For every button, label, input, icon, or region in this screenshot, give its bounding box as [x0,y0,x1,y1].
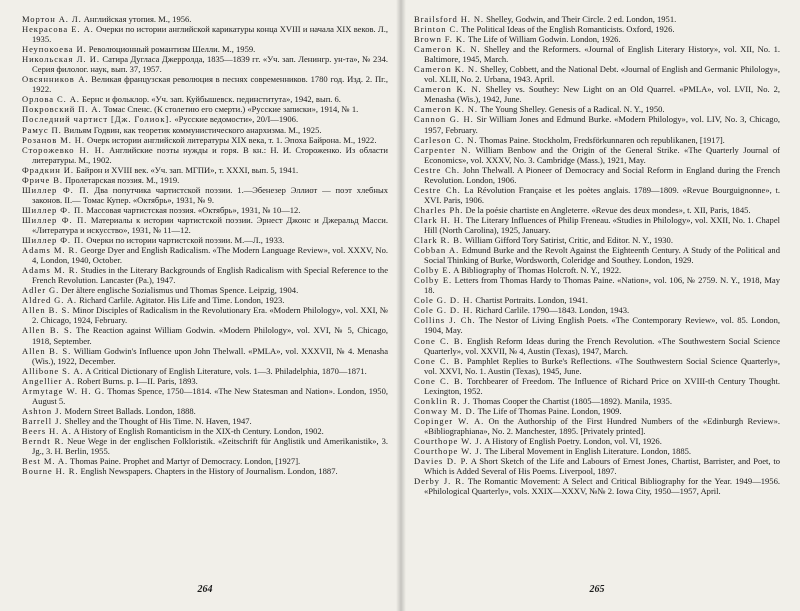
bibliography-entry [22,456,388,466]
bibliography-entry [414,145,780,165]
bibliography-entry [414,406,780,416]
left-page [22,14,388,599]
bibliography-entry [414,476,780,496]
entry-text: A Critical Dictionary of English Literature, vols. 1—3. Philadelphia, 1870—1871. [83,365,367,376]
bibliography-entry [22,54,388,74]
entry-text: Сатира Дугласа Джерролда, 1835—1839 гг. «Уч. зап. Ленингр. ун-та», № 234. Серия филолог. наук, вып. 37, 1957. [32,54,388,75]
entry-text: Der ältere englische Sozialismus und Thomas Spence. Leipzig, 1904. [59,285,299,296]
entry-text: English Reform Ideas during the French Revolution. «The Southwestern Social Science Quarterly», vol. XXVII, № 4, Austin (Texas), 1947, March. [424,335,780,356]
entry-author: Сторожевко Н. Н. [22,144,105,155]
bibliography-entry [22,104,388,114]
entry-text: Shelley vs. Southey: New Light on an Old Quarrel. «PMLA», vol. LVII, No. 2, Menasha (Wis.), 1942, June. [424,84,780,105]
entry-author: Bourne H. R. [22,466,79,477]
entry-text: Великая французская революция в песнях современников. 1780 год. Изд. 2. Пг., 1922. [32,74,388,95]
entry-author: Cestre Ch. [414,164,460,175]
bibliography-entry [22,135,388,145]
entry-text: Очерки по истории английской карикатуры конца XVIII и начала XIX веков. Л., 1935. [32,24,388,45]
bibliography-entry [22,114,388,124]
bibliography-entry [22,235,388,245]
bibliography-entry [414,356,780,376]
entry-text: Shelley and the Thought of His Time. N. Haven, 1947. [62,415,252,426]
entry-text: Neue Wege in der englischen Folkloristik. «Zeitschrift für Anglistik und Amerikanistik», 3. Jg., 3. H. Berlin, 1955. [32,435,388,457]
entry-author: Barrell J. [22,415,63,426]
entry-author: Derby J. R. [414,476,465,487]
bibliography-entry [22,436,388,456]
entry-text: The Reaction against William Godwin. «Modern Philology», vol. XVI, № 5, Chicago, 1918, September. [32,325,388,346]
entry-author: Мортон А. Л. [22,14,82,24]
entry-author: Cole G. D. H. [414,305,474,316]
entry-text: George Dyer and English Radicalism. «The Modern Language Review», vol. XXXV, No. 4, London, 1940, October. [32,245,388,266]
entry-author: Орлова С. А. [22,94,80,105]
bibliography-entry [22,14,388,24]
entry-text: Томас Спенс. (К столетию его смерти.) «Русские записки», 1914, № 1. [101,104,359,115]
entry-author: Шиллер Ф. П. [22,204,85,215]
bibliography-entry [414,165,780,185]
bibliography-entry [22,466,388,476]
entry-text: William Godwin's Influence upon John Thelwall. «PMLA», vol. XXXVII, № 4. Menasha (Wis.), 1922, December. [32,345,388,366]
bibliography-entry [22,74,388,94]
bibliography-entry [414,315,780,335]
entry-author: Conklin R. J. [414,395,471,406]
entry-author: Copinger W. A. [414,415,485,426]
bibliography-entry [22,325,388,345]
bibliography-entry [414,24,780,34]
entry-text: Революционный романтизм Шелли. М., 1959. [86,44,256,55]
bibliography-entry [414,64,780,84]
bibliography-entry [414,104,780,114]
entry-text: Studies in the Literary Backgrounds of English Radicalism with Special Reference to the French Revolution. Lancaster (Pa.), 1947. [32,265,388,286]
entry-text: The Literary Influences of Philip Freneau. «Studies in Philology», vol. XXII, No. 1. Chapel Hill (North Carolina), 1925, January. [424,214,780,235]
entry-text: The Life of Thomas Paine. London, 1909. [475,405,622,416]
entry-text: Thomas Paine. Stockholm, Fredsförkunnaren och republikanen, [1917]. [477,134,725,145]
entry-author: Courthope W. J. [414,435,483,446]
entry-text: A History of English Poetry. London, vol. VI, 1926. [482,435,662,446]
entry-author: Cameron K. N. [414,104,478,115]
bibliography-entry [414,44,780,64]
bibliography-entry [414,34,780,44]
entry-author: Allen B. S. [22,345,72,356]
bibliography-entry [22,145,388,165]
entry-author: Davies D. P. [414,456,469,467]
entry-text: Thomas Spence, 1750—1814. «The New Statesman and Nation». London, 1950, August 5. [32,385,388,406]
entry-text: Sir William Jones and Edmund Burke. «Modern Philology», vol. LIV, No. 3, Chicago, 1957, February. [424,114,780,135]
bibliography-entry [414,295,780,305]
bibliography-entry [414,84,780,104]
entry-text: William Benbow and the Origin of the General Strike. «The Quarterly Journal of Economics», vol. XXXV, No. 3. Cambridge (Mass.), 1921, May. [424,144,780,165]
entry-author: Cestre Ch. [414,184,461,195]
bibliography-entry [414,416,780,436]
entry-text: Richard Carlile. Agitator. His Life and Time. London, 1923. [76,295,285,306]
entry-author: Angellier A. [22,375,76,386]
entry-text: A History of English Romanticism in the XIX-th Century. London, 1902. [71,425,324,436]
bibliography-entry [22,305,388,325]
bibliography-entry [414,275,780,295]
entry-text: Два попутчика чартистской поэзии. 1.—Эбенезер Эллиот — поэт хлебных законов. II.— Томас Купер. «Октябрь», 1931, № 9. [32,184,388,205]
bibliography-entry [22,24,388,44]
bibliography-entry [22,295,388,305]
entry-author: Некрасова Е. А. [22,24,94,35]
entry-author: Розанов М. Н. [22,134,85,145]
entry-author: Cameron K. N. [414,84,482,95]
entry-author: Cobban A. [414,245,460,256]
bibliography-entry [22,205,388,215]
bibliography-entry [22,386,388,406]
entry-author: Carpenter N. [414,144,472,155]
entry-author: Cameron K. N. [414,64,479,75]
entry-author: Clark H. H. [414,214,464,225]
entry-author: Beers H. A. [22,425,72,436]
entry-author: Cannon G. H. [414,114,474,125]
entry-author: Cone C. B. [414,355,464,366]
bibliography-entry [22,44,388,54]
bibliography-entry [414,446,780,456]
entry-text: The Young Shelley. Genesis of a Radical. N. Y., 1950. [477,104,665,115]
entry-text: Thomas Paine. Prophet and Martyr of Democracy. London, [1927]. [68,456,301,467]
bibliography-list-left [22,14,388,476]
entry-author: Никольская Л. И. [22,54,100,65]
right-page [414,14,780,599]
entry-text: Английские поэты нужды и горя. В кн.: Н. И. Стороженко. Из области литературы. М., 1902. [32,144,388,165]
bibliography-entry [414,114,780,134]
entry-text: A Short Sketch of the Life and Labours of Ernest Jones, Chartist, Barrister, and Poet, to Which is Added Several of His Poems. Liverpool, 1897. [424,456,780,477]
entry-text: De la poésie chartiste en Angleterre. «Revue des deux mondes», t. XII, Paris, 1845. [463,204,751,215]
bibliography-entry [414,245,780,265]
bibliography-entry [22,426,388,436]
entry-text: Пролетарская поэзия. М., 1919. [62,174,180,185]
entry-author: Conway M. D. [414,405,476,416]
page-number: 265 [589,584,605,595]
entry-text: The Political Ideas of the English Romanticists. Oxford, 1926. [459,24,675,35]
entry-author: Овсянников А. [22,74,89,85]
entry-author: Ashton J. [22,405,63,416]
entry-author: Collins J. Ch. [414,315,476,326]
bibliography-entry [22,406,388,416]
entry-text: Pamphlet Replies to Burke's Reflections. «The Southwestern Social Science Quarterly», vol. XXVI, No. 1. Austin (Texas), 1945, June. [424,355,780,376]
entry-author: Armytage W. H. G. [22,385,105,396]
entry-author: Courthope W. J. [414,446,483,457]
entry-author: Adams M. R. [22,245,79,256]
bibliography-entry [414,376,780,396]
bibliography-entry [414,396,780,406]
entry-author: Неупокоева И. [22,44,87,55]
entry-author: Adler G. [22,285,60,296]
entry-text: Shelley, Cobbett, and the National Debt. «Journal of English and Germanic Philology», vol. XLII, No. 2. Urbana, 1943. April. [424,64,780,85]
entry-text: «Русские ведомости», 20/I—1906. [172,114,299,125]
entry-author: Фриче В. [22,174,63,185]
entry-author: Фрадкин И. [22,164,74,175]
entry-text: Материалы к истории чартистской поэзии. Эрнест Джонс и Джеральд Масси. «Литература и искусство», 1931, № 11—12. [32,214,388,235]
bibliography-entry [414,265,780,275]
entry-text: William Gifford Tory Satirist, Critic, and Editor. N. Y., 1930. [462,235,673,246]
entry-author: Allen B. S. [22,305,71,316]
bibliography-entry [414,215,780,235]
entry-text: Очерки по истории чартистской поэзии. М.—Л., 1933. [84,235,285,246]
bibliography-entry [22,185,388,205]
entry-author: Colby E. [414,275,453,286]
entry-author: Adams M. R. [22,265,79,276]
entry-author: Шиллер Ф. П. [22,184,90,195]
bibliography-entry [414,456,780,476]
entry-author: Brailsford H. N. [414,14,484,24]
entry-text: La Révolution Française et les poètes anglais. 1789—1809. «Revue Bourguignonne», t. XVI. Paris, 1906. [424,184,780,205]
bibliography-entry [22,346,388,366]
entry-text: The Life of William Godwin. London, 1926. [465,34,621,45]
entry-text: A Bibliography of Thomas Holcroft. N. Y., 1922. [451,265,622,276]
entry-text: Английская утопия. М., 1956. [81,14,192,24]
entry-text: Вильям Годвин, как теоретик коммунистического анархизма. М., 1925. [61,124,322,135]
entry-author: Charles Ph. [414,204,464,215]
entry-text: Richard Carlile. 1790—1843. London, 1943. [473,305,630,316]
bibliography-entry [414,14,780,24]
entry-author: Colby E. [414,265,452,276]
entry-text: Chartist Portraits. London, 1941. [473,295,588,306]
entry-text: Letters from Thomas Hardy to Thomas Paine. «Nation», vol. 106, № 2759. N. Y., 1918, May 18. [424,275,780,296]
entry-author: Шиллер Ф. П. [22,235,85,246]
bibliography-entry [414,205,780,215]
entry-text: Modern Street Ballads. London, 1888. [62,405,196,416]
entry-author: Рамус П. [22,124,62,135]
bibliography-entry [22,245,388,265]
bibliography-entry [414,305,780,315]
bibliography-entry [22,175,388,185]
entry-text: Shelley, Godwin, and Their Circle. 2 ed. London, 1951. [483,14,677,24]
bibliography-entry [22,125,388,135]
bibliography-list-right [414,14,780,496]
bibliography-entry [22,416,388,426]
book-gutter [396,0,406,611]
entry-author: Cone C. B. [414,335,464,346]
bibliography-entry [414,185,780,205]
bibliography-entry [22,366,388,376]
bibliography-entry [22,376,388,386]
entry-text: Torchbearer of Freedom. The Influence of Richard Price on XVIII-th Century Thought. Lexington, 1952. [424,375,780,396]
entry-author: Allibone S. A. [22,365,84,376]
entry-text: Shelley and the Reformers. «Journal of English Literary History», vol. XII, No. 1. Baltimore, 1945, March. [424,44,780,65]
bibliography-entry [22,94,388,104]
entry-author: Cameron K. N. [414,44,481,55]
entry-text: On the Authorship of the First Hundred Numbers of the «Edinburgh Review». «Bibliographiana», No. 2. Manchester, 1895. [Privately printed]. [424,415,780,436]
entry-author: Berndt R. [22,435,65,446]
entry-text: Robert Burns. p. I—II. Paris, 1893. [75,375,198,386]
entry-author: Последний чартист [Дж. Голиок]. [22,114,173,125]
entry-author: Best M. A. [22,456,69,467]
entry-author: Brown F. K. [414,34,466,45]
entry-text: Edmund Burke and the Revolt Against the Eighteenth Century. A Study of the Political and Social Thinking of Burke, Wordsworth, Coleridge and Southey. London, 1929. [424,245,780,266]
entry-text: Thomas Cooper the Chartist (1805—1892). Manila, 1935. [470,395,672,406]
bibliography-entry [414,235,780,245]
entry-text: Minor Disciples of Radicalism in the Revolutionary Era. «Modern Philology», vol. XXI, № 2. Chicago, 1924, February. [32,305,388,326]
bibliography-entry [22,165,388,175]
entry-author: Покровский П. А. [22,104,102,115]
entry-author: Cone C. B. [414,375,464,386]
entry-author: Cole G. D. H. [414,295,474,306]
entry-author: Allen B. S. [22,325,73,336]
entry-text: Байрон и XVIII век. «Уч. зап. МГПИ», т. XXXI, вып. 5, 1941. [73,164,299,175]
entry-author: Brinton C. [414,24,460,35]
entry-text: John Thelwall. A Pioneer of Democracy and Social Reform in England during the French Revolution. London, 1906. [424,164,780,185]
entry-author: Carleson C. N. [414,134,478,145]
entry-text: The Nestor of Living English Poets. «The Contemporary Review», vol. 85. London, 1904, May. [424,315,780,336]
entry-text: English Newspapers. Chapters in the History of Journalism. London, 1887. [78,466,338,477]
bibliography-entry [414,336,780,356]
bibliography-entry [414,135,780,145]
entry-text: Массовая чартистская поэзия. «Октябрь», 1931, № 10—12. [84,204,301,215]
page-number: 264 [197,584,213,595]
bibliography-entry [22,215,388,235]
entry-author: Clark R. B. [414,235,463,246]
bibliography-entry [22,285,388,295]
entry-author: Шиллер Ф. П. [22,214,88,225]
bibliography-entry [414,436,780,446]
entry-author: Aldred G. A. [22,295,77,306]
entry-text: The Liberal Movement in English Literature. London, 1885. [482,446,692,457]
entry-text: Бернс и фольклор. «Уч. зап. Куйбышевск. пединститута», 1942, вып. 6. [79,94,341,105]
bibliography-entry [22,265,388,285]
entry-text: Очерк истории английской литературы XIX века, т. 1. Эпоха Байрона. М., 1922. [84,134,377,145]
entry-text: The Romantic Movement: A Select and Critical Bibliography for the Year. 1949—1956. «Philological Quarterly», vols. XXIX—XXXV, №№ 2. Iowa City, 1950—1957, April. [424,476,780,497]
